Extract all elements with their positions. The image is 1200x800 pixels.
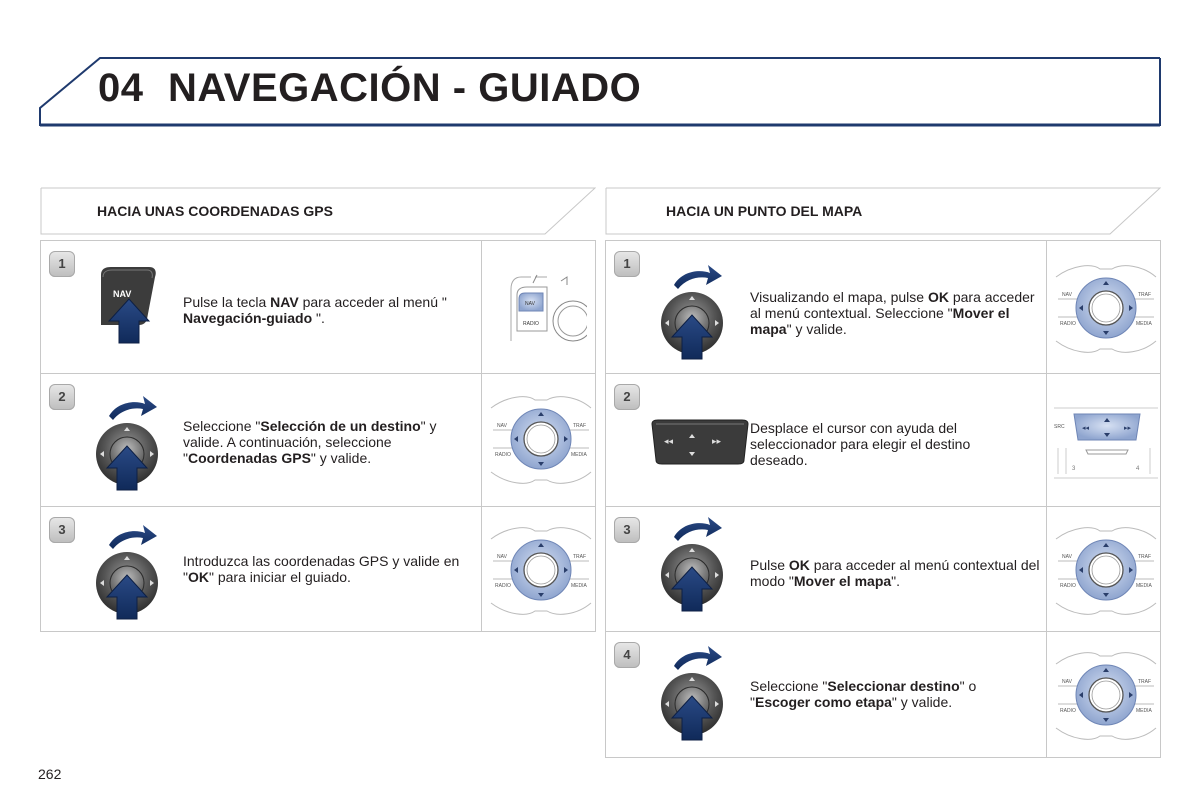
svg-text:NAV: NAV — [1062, 554, 1072, 560]
step-badge: 2 — [614, 384, 640, 410]
svg-text:◂◂: ◂◂ — [664, 436, 674, 446]
step-badge: 3 — [614, 517, 640, 543]
svg-text:NAV: NAV — [1062, 679, 1072, 685]
page-title: NAVEGACIÓN - GUIADO — [168, 66, 642, 110]
step-text: Introduzca las coordenadas GPS y valide en "OK" para iniciar el guiado. — [183, 553, 460, 585]
svg-text:MEDIA: MEDIA — [571, 583, 587, 589]
svg-text:NAV: NAV — [497, 423, 507, 429]
svg-text:MEDIA: MEDIA — [1136, 583, 1152, 589]
dial-panel-icon — [487, 521, 595, 626]
dial-knob-icon — [95, 390, 161, 499]
radio-panel-icon — [507, 271, 587, 356]
step-badge: 2 — [49, 384, 75, 410]
svg-text:RADIO: RADIO — [1060, 708, 1076, 714]
step-badge: 1 — [614, 251, 640, 277]
svg-text:MEDIA: MEDIA — [1136, 321, 1152, 327]
dial-panel-icon — [1052, 646, 1160, 751]
left-step-1 — [40, 240, 596, 374]
right-step-3 — [605, 506, 1161, 632]
svg-text:◂◂: ◂◂ — [1082, 425, 1090, 432]
left-section-header — [40, 187, 596, 235]
nav-key-label: NAV — [113, 289, 132, 299]
right-step-1 — [605, 240, 1161, 374]
right-section-title: HACIA UN PUNTO DEL MAPA — [666, 203, 863, 219]
svg-text:TRAF: TRAF — [573, 554, 587, 560]
page-header — [0, 0, 1200, 140]
right-step-4 — [605, 631, 1161, 758]
step-text: Pulse la tecla NAV para acceder al menú " Navegación-guiado ". — [183, 294, 447, 326]
svg-text:SRC: SRC — [1054, 424, 1065, 430]
svg-text:RADIO: RADIO — [1060, 583, 1076, 589]
svg-text:3: 3 — [1072, 466, 1076, 472]
dial-panel-icon — [1052, 521, 1160, 626]
svg-text:RADIO: RADIO — [495, 452, 511, 458]
chapter-number: 04 — [98, 66, 144, 110]
step-badge: 3 — [49, 517, 75, 543]
svg-text:TRAF: TRAF — [1138, 292, 1152, 298]
dial-panel-icon — [1052, 259, 1160, 364]
step-badge: 4 — [614, 642, 640, 668]
media-keys-icon — [648, 418, 752, 473]
right-section-header — [605, 187, 1161, 235]
step-text: Pulse OK para acceder al menú contextual del modo "Mover el mapa". — [750, 557, 1040, 589]
left-step-2 — [40, 373, 596, 507]
step-badge: 1 — [49, 251, 75, 277]
svg-text:▸▸: ▸▸ — [712, 436, 722, 446]
page-number: 262 — [38, 766, 62, 782]
nav-key-icon — [97, 265, 161, 350]
step-text: Visualizando el mapa, pulse OK para acceder al menú contextual. Seleccione "Mover el mapa" y valide. — [750, 289, 1035, 337]
step-text: Seleccione "Seleccionar destino" o "Escoger como etapa" y valide. — [750, 678, 977, 710]
svg-text:RADIO: RADIO — [1060, 321, 1076, 327]
svg-text:NAV: NAV — [497, 554, 507, 560]
svg-text:▸▸: ▸▸ — [1124, 425, 1132, 432]
dial-knob-icon — [660, 259, 726, 368]
panel-radio-label: RADIO — [523, 321, 539, 327]
step-text: Desplace el cursor con ayuda del seleccionador para elegir el destino deseado. — [750, 420, 971, 468]
dial-knob-icon — [660, 511, 726, 620]
dial-knob-icon — [95, 519, 161, 628]
svg-text:TRAF: TRAF — [573, 423, 587, 429]
svg-text:RADIO: RADIO — [495, 583, 511, 589]
svg-text:MEDIA: MEDIA — [571, 452, 587, 458]
left-section-title: HACIA UNAS COORDENADAS GPS — [97, 203, 333, 219]
svg-text:TRAF: TRAF — [1138, 679, 1152, 685]
svg-text:MEDIA: MEDIA — [1136, 708, 1152, 714]
selector-panel-icon — [1052, 404, 1160, 489]
step-text: Seleccione "Selección de un destino" y valide. A continuación, seleccione "Coordenadas GPS" y valide. — [183, 418, 437, 466]
svg-text:TRAF: TRAF — [1138, 554, 1152, 560]
svg-text:4: 4 — [1136, 466, 1140, 472]
svg-text:NAV: NAV — [1062, 292, 1072, 298]
dial-knob-icon — [660, 640, 726, 749]
dial-panel-icon — [487, 390, 595, 495]
panel-nav-label: NAV — [525, 301, 535, 307]
left-step-3 — [40, 506, 596, 632]
right-step-2 — [605, 373, 1161, 507]
